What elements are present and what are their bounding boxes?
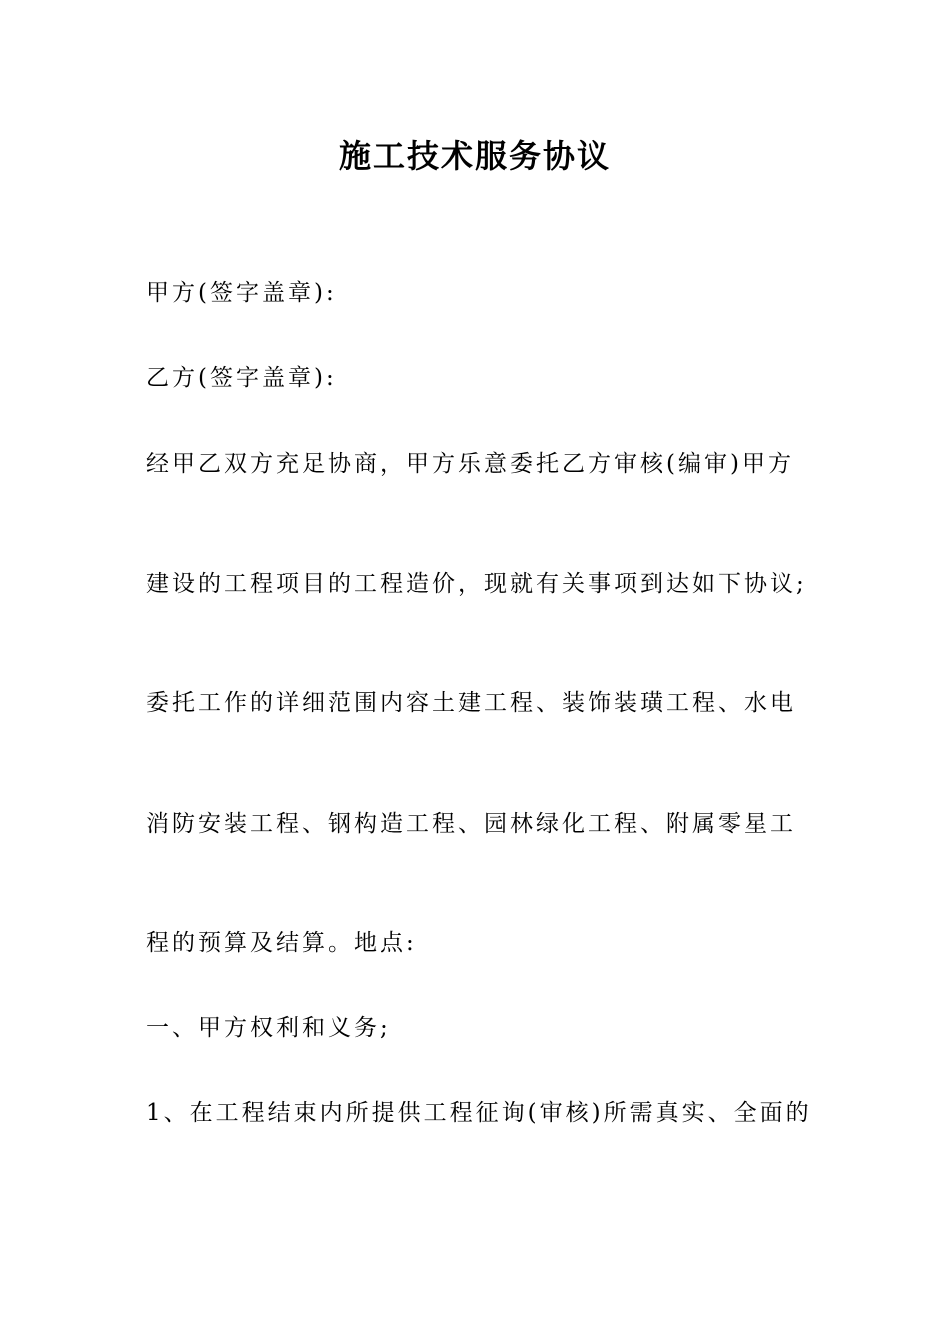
body-line: 消防安装工程、钢构造工程、园林绿化工程、附属零星工 bbox=[146, 811, 796, 837]
section-heading: 一、甲方权利和义务; bbox=[146, 1015, 391, 1041]
party-a-signature-line: 甲方(签字盖章): bbox=[146, 280, 337, 306]
body-line: 程的预算及结算。地点: bbox=[146, 930, 417, 956]
body-line: 建设的工程项目的工程造价，现就有关事项到达如下协议; bbox=[146, 571, 807, 597]
body-line: 经甲乙双方充足协商，甲方乐意委托乙方审核(编审)甲方 bbox=[146, 451, 794, 477]
party-b-signature-line: 乙方(签字盖章): bbox=[146, 365, 337, 391]
document-title: 施工技术服务协议 bbox=[338, 137, 611, 175]
body-line: 委托工作的详细范围内容土建工程、装饰装璜工程、水电 bbox=[146, 690, 796, 716]
clause-line: 1、在工程结束内所提供工程征询(审核)所需真实、全面的 bbox=[146, 1100, 812, 1126]
